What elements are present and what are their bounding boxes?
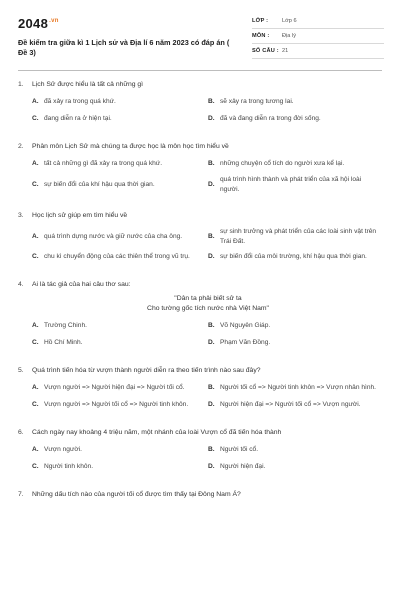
question-text: Phân môn Lịch Sử mà chúng ta được học là môn học tìm hiểu về (32, 143, 229, 150)
option-letter: A. (32, 232, 39, 240)
option-d[interactable] (208, 175, 384, 194)
option-text: quá trình dựng nước và giữ nước của cha ông. (44, 232, 183, 240)
option-a[interactable] (32, 444, 208, 456)
option-letter: C. (32, 180, 39, 188)
question-2 (18, 142, 384, 199)
option-a[interactable] (32, 96, 208, 108)
option-text: Người hiện đại => Người tối cổ => Vượn người. (220, 401, 361, 409)
question-3 (18, 211, 384, 268)
option-letter: D. (208, 180, 215, 188)
option-text: đã xảy ra trong quá khứ. (44, 98, 116, 106)
option-text: Võ Nguyên Giáp. (220, 322, 271, 330)
option-text: tất cả những gì đã xảy ra trong quá khứ. (44, 160, 163, 168)
option-c[interactable] (32, 399, 208, 411)
option-letter: D. (208, 401, 215, 409)
document-title: Đề kiểm tra giữa kì 1 Lịch sử và Địa lí 6 năm 2023 có đáp án ( Đề 3) (18, 38, 230, 57)
header-divider (18, 70, 382, 71)
meta-value: Lớp 6 (282, 18, 297, 24)
poem-quote (32, 294, 384, 314)
option-letter: C. (32, 253, 39, 261)
logo-number: 2048 (18, 16, 49, 31)
option-text: sẽ xảy ra trong tương lai. (220, 98, 294, 106)
option-text: sự biến đổi của môi trường, khí hậu qua thời gian. (220, 253, 367, 261)
meta-row-class (252, 14, 384, 29)
question-text: Cách ngày nay khoảng 4 triệu năm, một nhánh của loài Vượn cổ đã tiến hóa thành (32, 429, 282, 436)
question-number: 5. (18, 367, 24, 374)
quote-line: "Dân ta phải biết sử ta (174, 295, 242, 302)
question-4 (18, 280, 384, 354)
question-number: 3. (18, 212, 24, 219)
question-number: 6. (18, 429, 24, 436)
option-d[interactable] (208, 337, 384, 349)
option-letter: B. (208, 232, 215, 240)
option-b[interactable] (208, 96, 384, 108)
option-letter: C. (32, 339, 39, 347)
option-c[interactable] (32, 461, 208, 473)
option-d[interactable] (208, 113, 384, 125)
question-number: 2. (18, 143, 24, 150)
option-text: Vượn người => Người hiện đại => Người tối cổ. (44, 384, 185, 392)
option-text: sự sinh trưởng và phát triển của các loài sinh vật trên Trái Đất. (220, 228, 377, 245)
question-text: Quá trình tiến hóa từ vượn thành người diễn ra theo tiến trình nào sau đây? (32, 367, 261, 374)
option-b[interactable] (208, 444, 384, 456)
question-text: Học lịch sử giúp em tìm hiểu về (32, 212, 128, 219)
option-letter: B. (208, 98, 215, 106)
option-text: đã và đang diễn ra trong đời sống. (220, 115, 321, 123)
question-number: 7. (18, 491, 24, 498)
question-text: Lịch Sử được hiểu là tất cả những gì (32, 81, 144, 88)
option-d[interactable] (208, 251, 384, 263)
question-1 (18, 80, 384, 130)
meta-row-subject (252, 29, 384, 44)
option-a[interactable] (32, 227, 208, 246)
option-text: Người tinh khôn. (44, 463, 94, 471)
option-letter: B. (208, 160, 215, 168)
option-letter: A. (32, 322, 39, 330)
option-letter: D. (208, 463, 215, 471)
question-number: 1. (18, 81, 24, 88)
question-5 (18, 366, 384, 416)
question-text: Những dấu tích nào của người tối cổ được tìm thấy tại Đông Nam Á? (32, 491, 241, 498)
option-letter: B. (208, 384, 215, 392)
option-c[interactable] (32, 113, 208, 125)
option-text: Vượn người. (44, 446, 83, 454)
option-d[interactable] (208, 399, 384, 411)
option-letter: A. (32, 384, 39, 392)
question-6 (18, 428, 384, 478)
option-letter: A. (32, 98, 39, 106)
question-text: Ai là tác giả của hai câu thơ sau: (32, 281, 131, 288)
option-text: Người hiện đại. (220, 463, 266, 471)
option-text: những chuyện cổ tích do người xưa kể lại. (220, 160, 345, 168)
option-b[interactable] (208, 227, 384, 246)
meta-key: SỐ CÂU : (252, 48, 279, 54)
site-logo[interactable] (18, 16, 59, 31)
option-text: Người tối cổ. (220, 446, 259, 454)
option-letter: A. (32, 446, 39, 454)
option-text: quá trình hình thành và phát triển của xã hội loài người. (220, 176, 362, 193)
option-text: Phạm Văn Đồng. (220, 339, 271, 347)
question-list (18, 80, 384, 512)
meta-key: LỚP : (252, 18, 269, 24)
option-b[interactable] (208, 158, 384, 170)
option-a[interactable] (32, 382, 208, 394)
option-b[interactable] (208, 382, 384, 394)
question-number: 4. (18, 281, 24, 288)
option-c[interactable] (32, 175, 208, 194)
option-text: sự biến đổi của khí hậu qua thời gian. (44, 180, 155, 188)
meta-key: MÔN : (252, 33, 270, 39)
option-letter: D. (208, 339, 215, 347)
meta-value: Địa lý (282, 33, 296, 39)
logo-domain: .vn (49, 18, 59, 24)
question-7 (18, 490, 384, 500)
option-d[interactable] (208, 461, 384, 473)
option-text: Hồ Chí Minh. (44, 339, 83, 347)
option-letter: C. (32, 115, 39, 123)
option-letter: B. (208, 322, 215, 330)
option-text: Vượn người => Người tối cổ => Người tinh khôn. (44, 401, 189, 409)
option-letter: C. (32, 463, 39, 471)
option-text: Trường Chinh. (44, 322, 87, 330)
option-text: Người tối cổ => Người tinh khôn => Vượn nhân hình. (220, 384, 376, 392)
option-b[interactable] (208, 320, 384, 332)
option-a[interactable] (32, 320, 208, 332)
option-text: đang diễn ra ở hiện tại. (44, 115, 112, 123)
option-letter: B. (208, 446, 215, 454)
meta-row-count (252, 44, 384, 59)
document-header (18, 14, 384, 64)
option-letter: D. (208, 115, 215, 123)
option-letter: A. (32, 160, 39, 168)
option-c[interactable] (32, 337, 208, 349)
option-letter: D. (208, 253, 215, 261)
quote-line: Cho tường gốc tích nước nhà Việt Nam" (147, 305, 269, 312)
option-text: chu kì chuyển động của các thiên thể trong vũ trụ. (44, 253, 190, 261)
meta-table (252, 14, 384, 59)
option-letter: C. (32, 401, 39, 409)
meta-value: 21 (282, 48, 289, 54)
option-a[interactable] (32, 158, 208, 170)
option-c[interactable] (32, 251, 208, 263)
